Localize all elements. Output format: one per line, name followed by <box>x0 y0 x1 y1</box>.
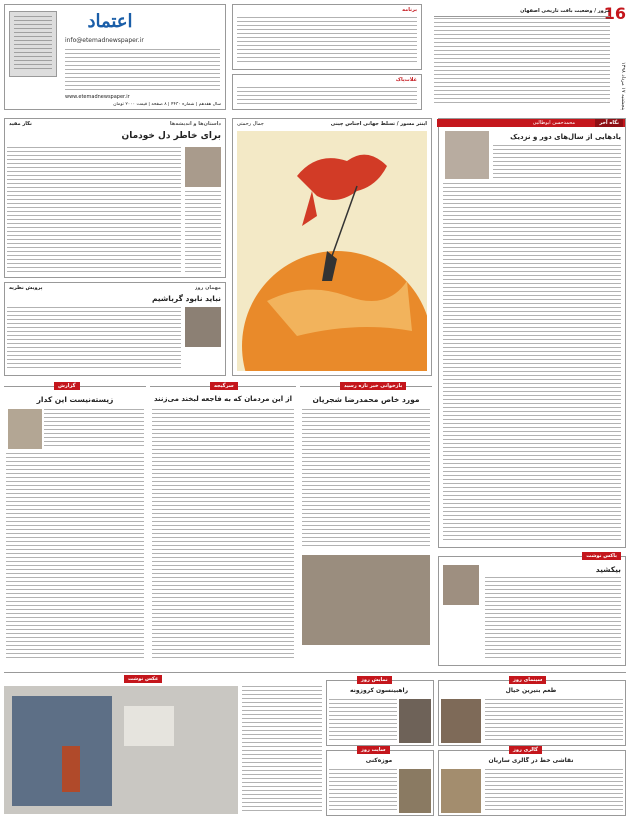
issue-line: سال هفدهم | شماره ۴۴۳۰ | ۸ صفحه | قیمت ۲۰۰۰ تومان <box>113 102 221 107</box>
item-label: غلات‌پاک <box>395 77 417 83</box>
essay-section-tag: نگار مفید <box>9 121 32 127</box>
row3-col3 <box>4 383 146 666</box>
row3-col3-headline: زیسته‌نیست این کدار <box>36 395 114 404</box>
box-note-tag: باکس نوشت <box>582 552 621 560</box>
essay-box <box>4 118 226 278</box>
row3-col3-tag: گزارش <box>54 382 80 390</box>
guest-section-tag: پرویش نظریه <box>9 285 43 291</box>
page-number: 16 <box>603 4 626 23</box>
program-box <box>232 4 422 70</box>
row3-col1-tag: بازخوانی خبر تازه رسید <box>340 382 406 390</box>
site-tag: سایت روز <box>357 746 390 754</box>
masthead-box <box>4 4 226 110</box>
cinema-of-day <box>438 677 626 746</box>
row3-col2-tag: سرگیجه <box>210 382 238 390</box>
cartoon-caption: اینتر مسور / تسلط جهانی اجناس چینی <box>330 121 427 127</box>
row3-col2 <box>150 383 296 666</box>
gallery-of-day <box>438 747 626 816</box>
website[interactable]: www.etemadnewspaper.ir <box>65 94 130 100</box>
box-note <box>438 553 626 666</box>
row3-col1-photo <box>302 555 430 645</box>
row3-col1 <box>300 383 432 666</box>
cinema-headline: طعم بنیرین خیال <box>505 687 557 694</box>
show-tag: نمایش روز <box>357 676 392 684</box>
date-line: پنجشنبه ۱۷ مرداد ۱۳۹۸ <box>620 61 626 110</box>
item-box <box>232 74 422 110</box>
final-look-section <box>438 118 626 548</box>
cinema-tag: سینمای روز <box>509 676 546 684</box>
show-of-day <box>326 677 434 746</box>
program-label: برنامه <box>402 7 417 13</box>
photo-note-tag: عکس نوشت <box>124 675 162 683</box>
headline: یادهایی از سال‌های دور و نزدیک <box>510 133 621 141</box>
guest-section: مهمان روز <box>194 285 221 291</box>
site-headline: موزه‌کنی <box>365 757 393 764</box>
box-note-headline: بیکشید <box>595 565 621 574</box>
section-label: نگاه آخر <box>595 119 623 127</box>
logo: اعتماد <box>87 11 133 32</box>
box-note-photo <box>443 565 479 605</box>
author-photo <box>445 131 489 179</box>
guest-box <box>4 282 226 376</box>
guest-photo <box>185 307 221 347</box>
row3-col1-headline: مورد خاص محمدرضا شجریان <box>312 395 420 404</box>
cartoon-artist: جمال رحمتی <box>237 121 264 127</box>
essay-photo <box>185 147 221 187</box>
photo-note <box>4 676 238 814</box>
site-photo <box>399 769 431 813</box>
photo-note-image <box>4 686 238 814</box>
photo-note-text <box>242 686 322 814</box>
cartoon-image <box>237 131 427 371</box>
kicker: مرور / وضعیت بافت تاریخی اصفهان <box>434 8 610 17</box>
row3-col2-headline: از این مردمان که به فاجعه لبخند می‌زنند <box>153 395 293 403</box>
newspaper-thumbnail <box>9 11 57 77</box>
essay-section: داستان‌ها و اندیشه‌ها <box>169 121 221 127</box>
essay-headline: برای خاطر دل خودمان <box>121 131 221 141</box>
gallery-tag: گالری روز <box>509 746 542 754</box>
email[interactable]: info@etemadnewspaper.ir <box>65 37 144 44</box>
cinema-photo <box>441 699 481 743</box>
row3-col3-photo <box>8 409 42 449</box>
gallery-headline: نقاشی خط در گالری ساریان <box>488 757 574 764</box>
cartoon-box <box>232 118 432 376</box>
gallery-photo <box>441 769 481 813</box>
site-of-day <box>326 747 434 816</box>
show-photo <box>399 699 431 743</box>
page-header-right <box>428 4 626 110</box>
author-name: محمدحسن ابوطالبی <box>532 120 575 126</box>
show-headline: راهبینسون کروزونه <box>349 687 409 694</box>
guest-headline: نباید نابود گرباشیم <box>151 294 221 303</box>
